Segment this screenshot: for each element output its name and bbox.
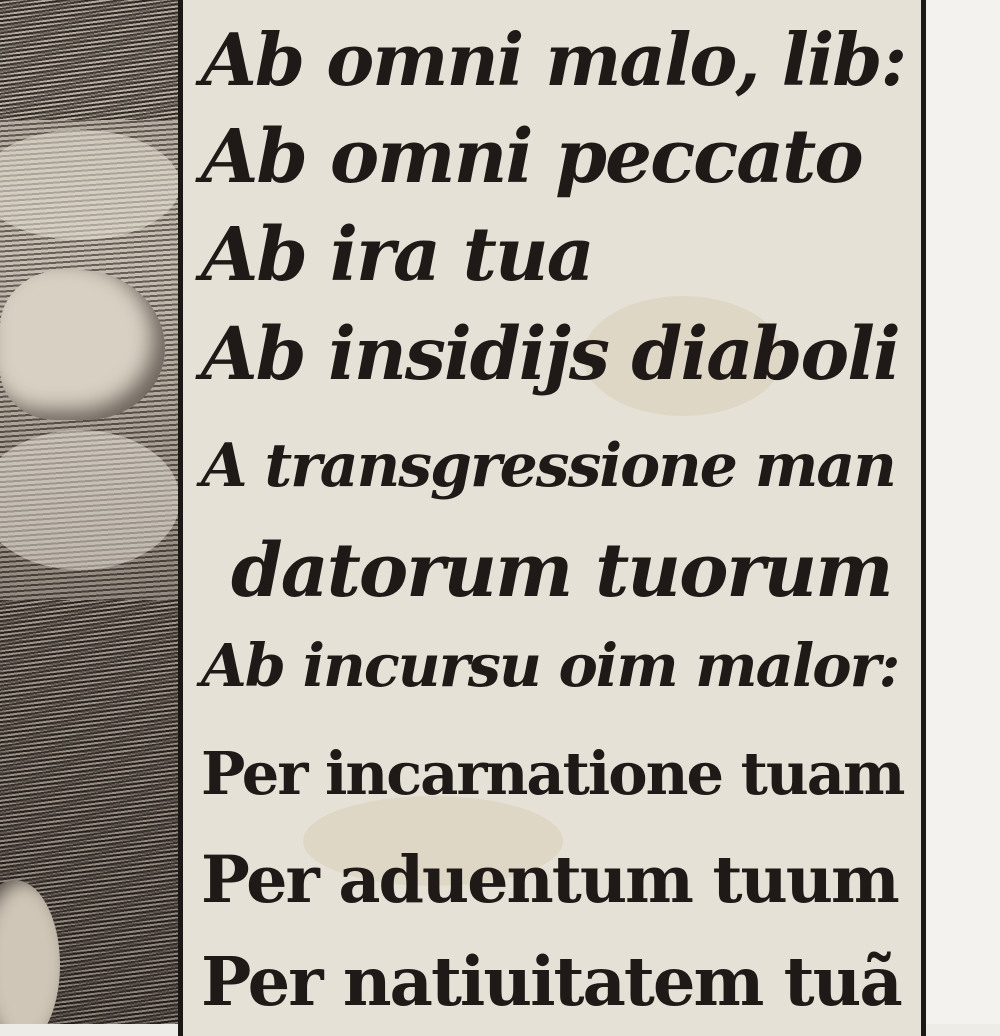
engraving-hatching-top — [0, 0, 182, 120]
litany-line-2: Ab omni peccato — [201, 114, 862, 200]
litany-line-10: Per natiuitatem tuã — [201, 942, 901, 1021]
engraving-cloud — [0, 430, 180, 570]
litany-line-1: Ab omni malo, lib: — [201, 17, 906, 102]
engraving-illustration — [0, 0, 182, 1024]
engraving-cloud — [0, 130, 180, 240]
litany-line-8: Per incarnatione tuam — [201, 739, 904, 808]
engraving-drapery — [0, 270, 165, 420]
litany-line-9: Per aduentum tuum — [201, 842, 898, 918]
litany-line-5: A transgressione man — [201, 431, 895, 501]
litany-line-3: Ab ira tua — [201, 212, 593, 298]
litany-line-6: datorum tuorum — [231, 528, 892, 614]
page-margin — [926, 0, 1000, 1024]
litany-line-7: Ab incursu oim malor: — [201, 631, 899, 700]
litany-line-4: Ab insidijs diaboli — [201, 311, 899, 397]
litany-text-panel — [178, 0, 926, 1036]
